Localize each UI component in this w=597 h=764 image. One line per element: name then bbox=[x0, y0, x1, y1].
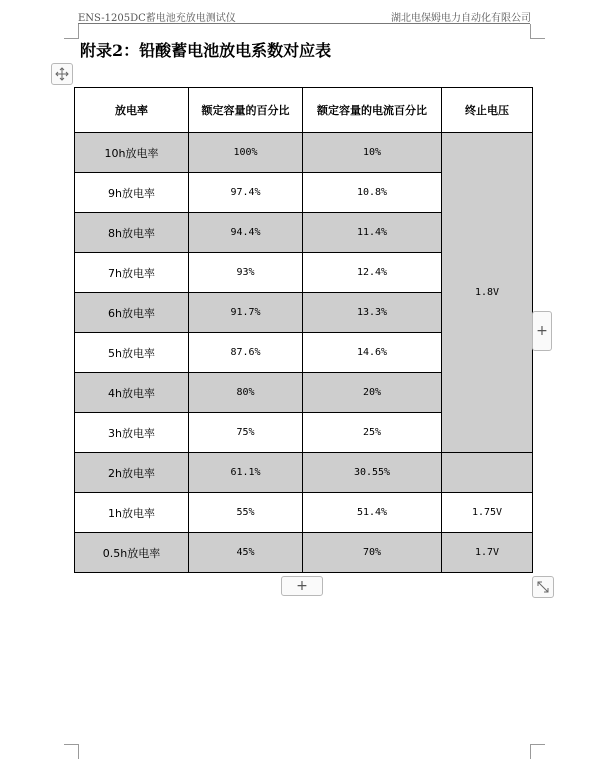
voltage-cell-merged: 1.8V bbox=[442, 133, 533, 453]
rate-cell: 2h放电率 bbox=[75, 453, 189, 493]
page-header-left: ENS-1205DC蓄电池充放电测试仪 bbox=[78, 13, 236, 24]
capacity-cell: 61.1% bbox=[189, 453, 303, 493]
current-cell: 25% bbox=[303, 413, 442, 453]
rate-cell: 6h放电率 bbox=[75, 293, 189, 333]
table-row bbox=[75, 453, 533, 493]
voltage-cell: 1.75V bbox=[442, 493, 533, 533]
rate-cell: 8h放电率 bbox=[75, 213, 189, 253]
crop-mark-top-left bbox=[64, 24, 79, 39]
page-header-right: 湖北电保姆电力自动化有限公司 bbox=[391, 13, 531, 24]
capacity-cell: 100% bbox=[189, 133, 303, 173]
rate-cell: 1h放电率 bbox=[75, 493, 189, 533]
capacity-cell: 55% bbox=[189, 493, 303, 533]
table-row bbox=[75, 133, 533, 173]
current-cell: 14.6% bbox=[303, 333, 442, 373]
voltage-cell bbox=[442, 453, 533, 493]
capacity-cell: 87.6% bbox=[189, 333, 303, 373]
current-cell: 20% bbox=[303, 373, 442, 413]
move-icon bbox=[55, 67, 69, 81]
resize-icon bbox=[536, 580, 550, 594]
rate-cell: 5h放电率 bbox=[75, 333, 189, 373]
capacity-cell: 94.4% bbox=[189, 213, 303, 253]
capacity-cell: 93% bbox=[189, 253, 303, 293]
crop-mark-bottom-right bbox=[530, 744, 545, 759]
current-cell: 70% bbox=[303, 533, 442, 573]
table-resize-handle[interactable] bbox=[532, 576, 554, 598]
capacity-cell: 97.4% bbox=[189, 173, 303, 213]
table-row bbox=[75, 493, 533, 533]
current-cell: 10% bbox=[303, 133, 442, 173]
rate-cell: 9h放电率 bbox=[75, 173, 189, 213]
table-row bbox=[75, 533, 533, 573]
current-cell: 51.4% bbox=[303, 493, 442, 533]
add-column-button[interactable] bbox=[532, 311, 552, 351]
voltage-cell: 1.7V bbox=[442, 533, 533, 573]
add-row-button[interactable] bbox=[281, 576, 323, 596]
capacity-cell: 80% bbox=[189, 373, 303, 413]
crop-mark-top-right bbox=[530, 24, 545, 39]
rate-cell: 7h放电率 bbox=[75, 253, 189, 293]
table-header-row bbox=[75, 88, 533, 133]
crop-mark-bottom-left bbox=[64, 744, 79, 759]
current-cell: 12.4% bbox=[303, 253, 442, 293]
table-move-handle[interactable] bbox=[51, 63, 73, 85]
plus-icon: + bbox=[296, 578, 308, 594]
current-cell: 13.3% bbox=[303, 293, 442, 333]
header-cell: 额定容量的电流百分比 bbox=[303, 88, 442, 133]
header-cell: 放电率 bbox=[75, 88, 189, 133]
header-rule bbox=[78, 23, 530, 24]
discharge-coefficient-table bbox=[74, 87, 533, 573]
rate-cell: 0.5h放电率 bbox=[75, 533, 189, 573]
header-cell: 额定容量的百分比 bbox=[189, 88, 303, 133]
rate-cell: 3h放电率 bbox=[75, 413, 189, 453]
rate-cell: 10h放电率 bbox=[75, 133, 189, 173]
current-cell: 11.4% bbox=[303, 213, 442, 253]
capacity-cell: 45% bbox=[189, 533, 303, 573]
current-cell: 30.55% bbox=[303, 453, 442, 493]
page-title: 附录2：铅酸蓄电池放电系数对应表 bbox=[80, 41, 332, 60]
header-cell: 终止电压 bbox=[442, 88, 533, 133]
plus-icon: + bbox=[536, 323, 548, 339]
current-cell: 10.8% bbox=[303, 173, 442, 213]
rate-cell: 4h放电率 bbox=[75, 373, 189, 413]
capacity-cell: 75% bbox=[189, 413, 303, 453]
capacity-cell: 91.7% bbox=[189, 293, 303, 333]
